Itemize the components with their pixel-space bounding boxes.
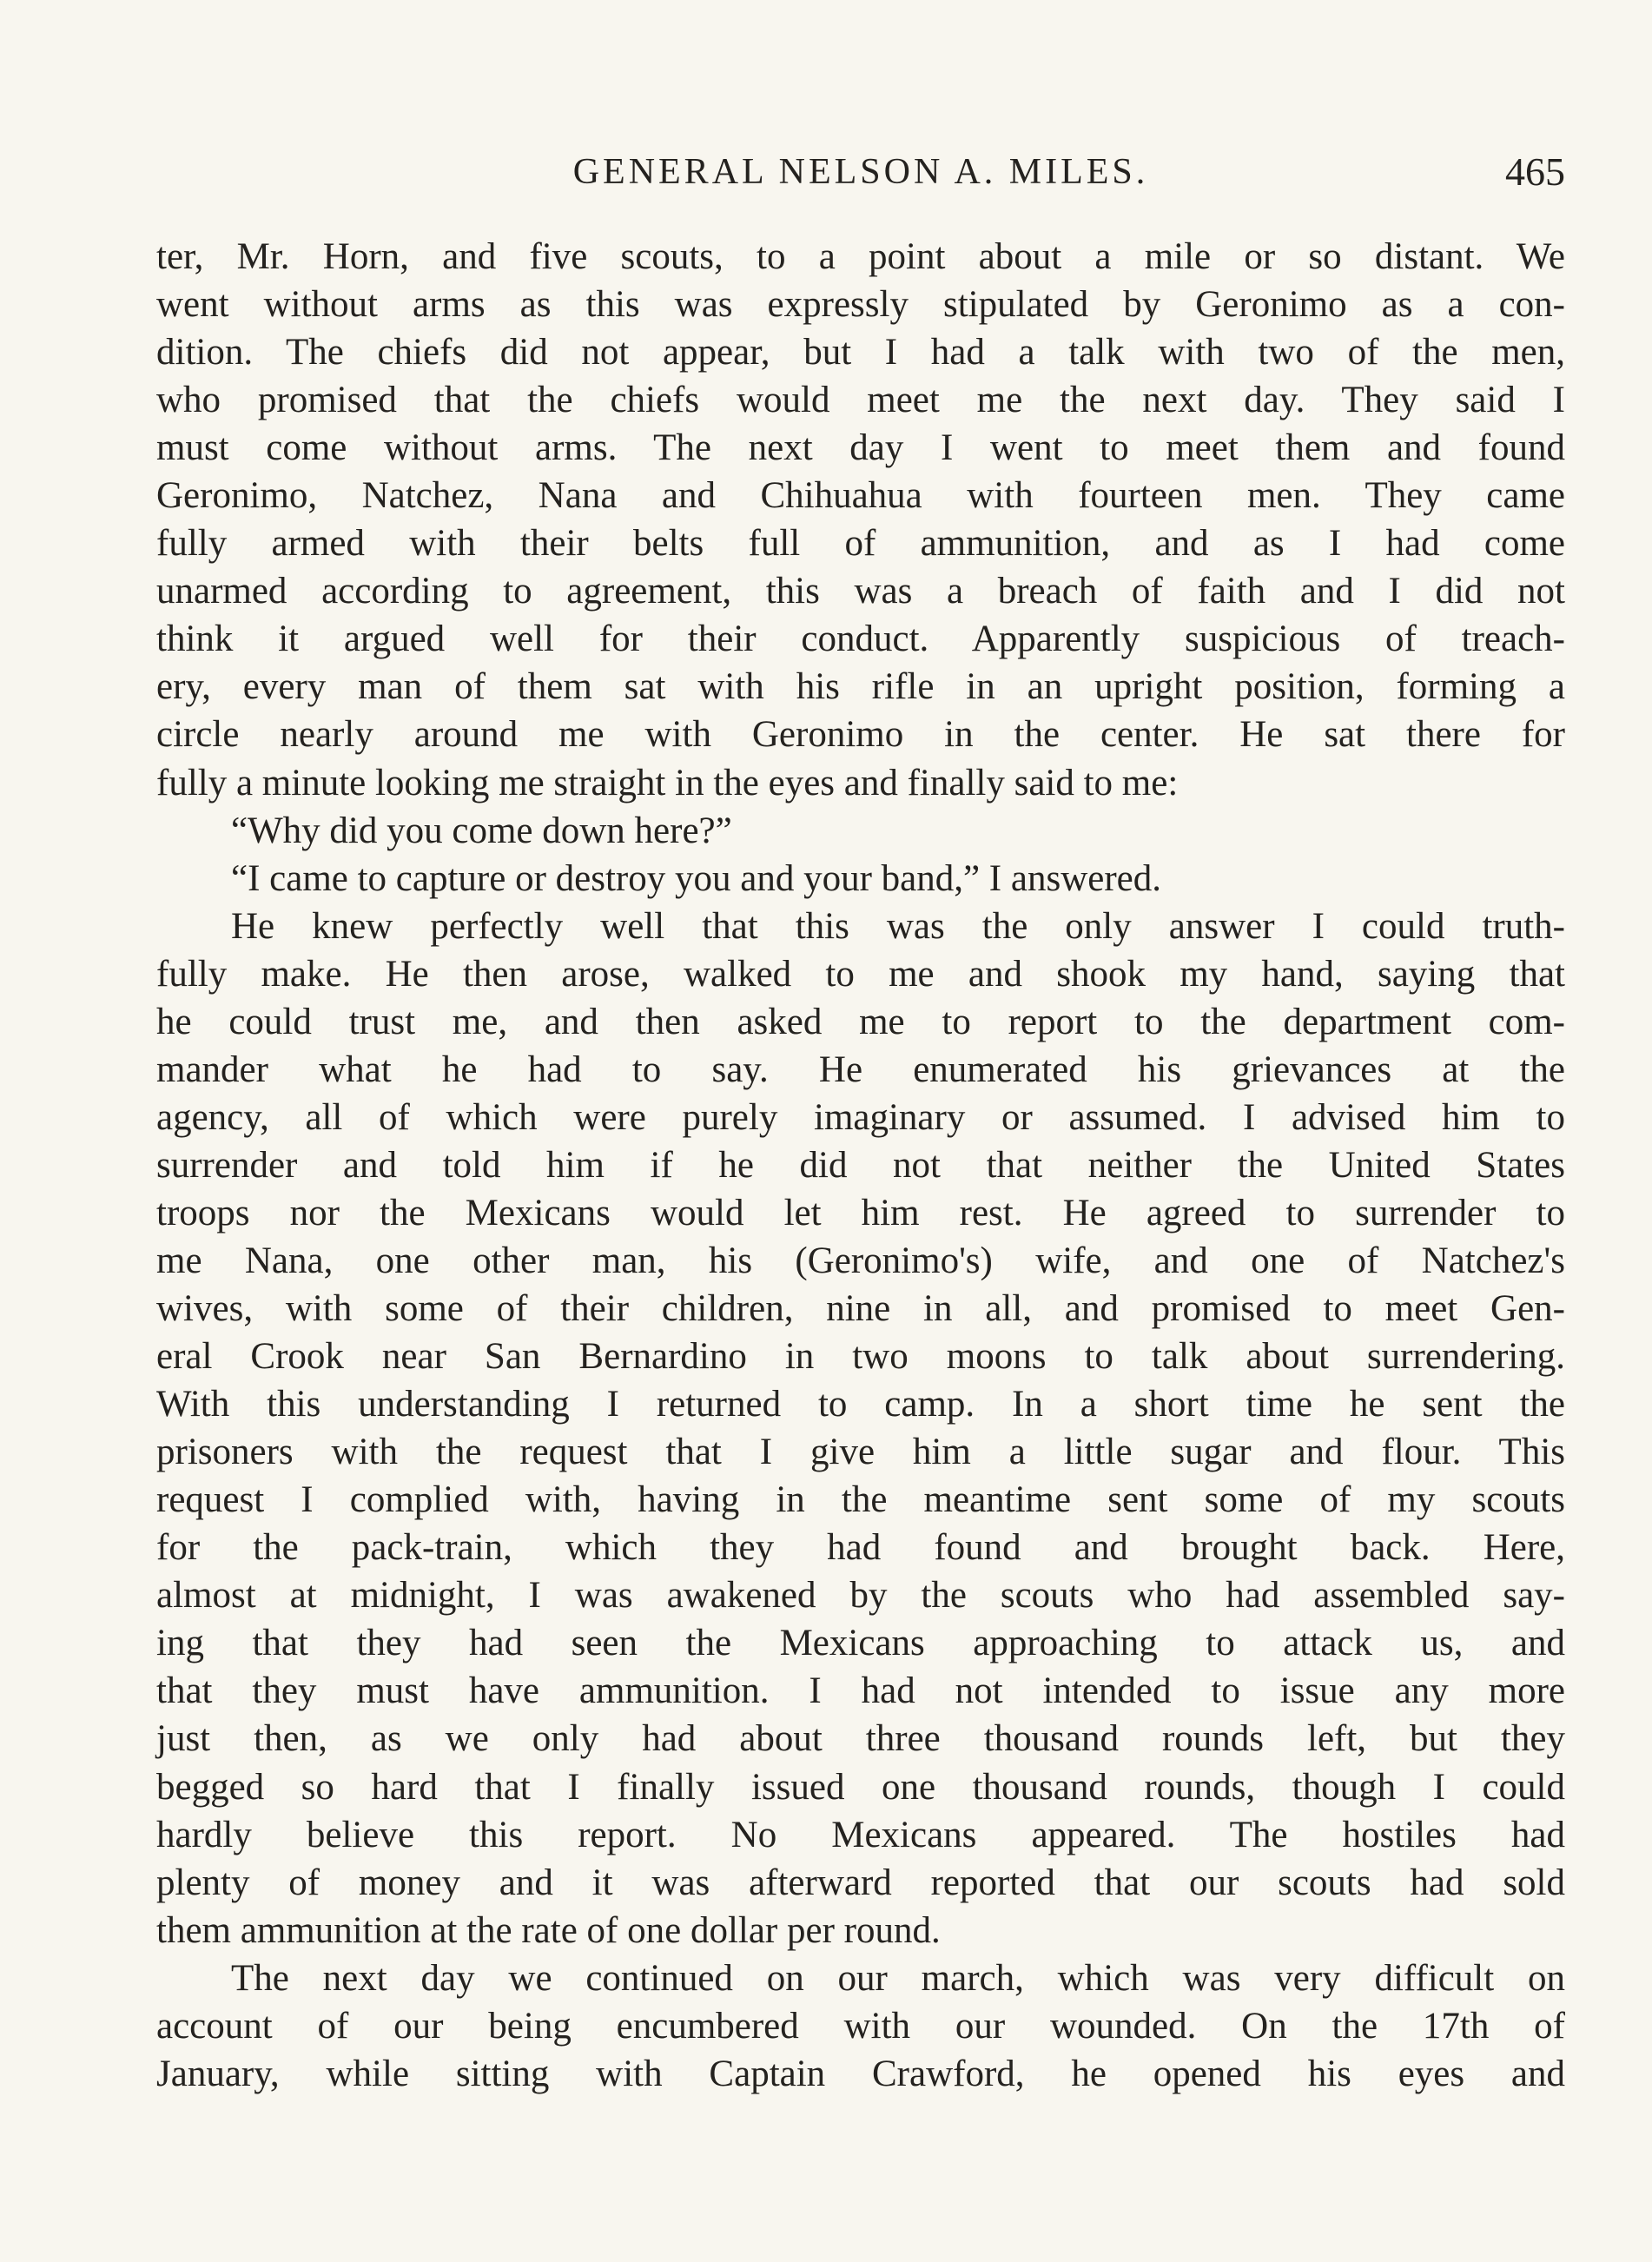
text-line: prisoners with the request that I give him a little sugar and flour. This <box>156 1432 1565 1473</box>
text-line: for the pack-train, which they had found and brought back. Here, <box>156 1527 1565 1569</box>
text-line: account of our being encumbered with our wounded. On the 17th of <box>156 2005 1565 2047</box>
text-line: troops nor the Mexicans would let him rest. He agreed to surrender to <box>156 1192 1565 1234</box>
text-line: fully make. He then arose, walked to me and shook my hand, saying that <box>156 953 1565 995</box>
text-line: ter, Mr. Horn, and five scouts, to a point about a mile or so distant. We <box>156 236 1565 277</box>
text-line: just then, as we only had about three thousand rounds left, but they <box>156 1718 1565 1760</box>
text-line: Geronimo, Natchez, Nana and Chihuahua with fourteen men. They came <box>156 475 1565 517</box>
text-line: must come without arms. The next day I went to meet them and found <box>156 427 1565 469</box>
text-line: circle nearly around me with Geronimo in the center. He sat there for <box>156 714 1565 756</box>
dialogue-line: “Why did you come down here?” <box>231 810 732 851</box>
text-line: fully armed with their belts full of ammunition, and as I had come <box>156 523 1565 565</box>
text-line: that they must have ammunition. I had not intended to issue any more <box>156 1670 1565 1712</box>
paragraph-start-line: He knew perfectly well that this was the only answer I could truth- <box>231 905 1565 947</box>
text-line: plenty of money and it was afterward reported that our scouts had sold <box>156 1862 1565 1903</box>
text-line: January, while sitting with Captain Crawford, he opened his eyes and <box>156 2053 1565 2094</box>
text-line: hardly believe this report. No Mexicans appeared. The hostiles had <box>156 1814 1565 1855</box>
text-line: me Nana, one other man, his (Geronimo's) wife, and one of Natchez's <box>156 1240 1565 1281</box>
text-line: eral Crook near San Bernardino in two moons to talk about surrendering. <box>156 1336 1565 1378</box>
paragraph-start-line: The next day we continued on our march, which was very difficult on <box>231 1957 1565 1999</box>
text-line: think it argued well for their conduct. Apparently suspicious of treach- <box>156 618 1565 660</box>
page-number: 465 <box>1505 149 1565 194</box>
text-line: them ammunition at the rate of one dollar per round. <box>156 1909 941 1951</box>
text-line: dition. The chiefs did not appear, but I had a talk with two of the men, <box>156 332 1565 374</box>
text-line: went without arms as this was expressly stipulated by Geronimo as a con- <box>156 284 1565 326</box>
text-line: ery, every man of them sat with his rifle in an upright position, forming a <box>156 666 1565 708</box>
text-line: begged so hard that I finally issued one thousand rounds, though I could <box>156 1766 1565 1808</box>
text-line: agency, all of which were purely imaginary or assumed. I advised him to <box>156 1096 1565 1138</box>
text-line: request I complied with, having in the meantime sent some of my scouts <box>156 1479 1565 1521</box>
text-line: who promised that the chiefs would meet me the next day. They said I <box>156 380 1565 421</box>
text-line: ing that they had seen the Mexicans approaching to attack us, and <box>156 1623 1565 1664</box>
text-line: fully a minute looking me straight in the eyes and finally said to me: <box>156 762 1179 804</box>
text-line: With this understanding I returned to camp. In a short time he sent the <box>156 1384 1565 1425</box>
text-line: almost at midnight, I was awakened by the scouts who had assembled say- <box>156 1575 1565 1617</box>
text-line: mander what he had to say. He enumerated his grievances at the <box>156 1048 1565 1090</box>
running-title: GENERAL NELSON A. MILES. <box>572 152 1149 192</box>
text-line: he could trust me, and then asked me to report to the department com- <box>156 1001 1565 1042</box>
text-line: unarmed according to agreement, this was a breach of faith and I did not <box>156 571 1565 612</box>
body-text <box>156 233 1565 2098</box>
dialogue-line: “I came to capture or destroy you and your band,” I answered. <box>231 857 1161 899</box>
running-header <box>156 146 1565 198</box>
text-line: wives, with some of their children, nine in all, and promised to meet Gen- <box>156 1288 1565 1330</box>
text-line: surrender and told him if he did not that neither the United States <box>156 1144 1565 1186</box>
